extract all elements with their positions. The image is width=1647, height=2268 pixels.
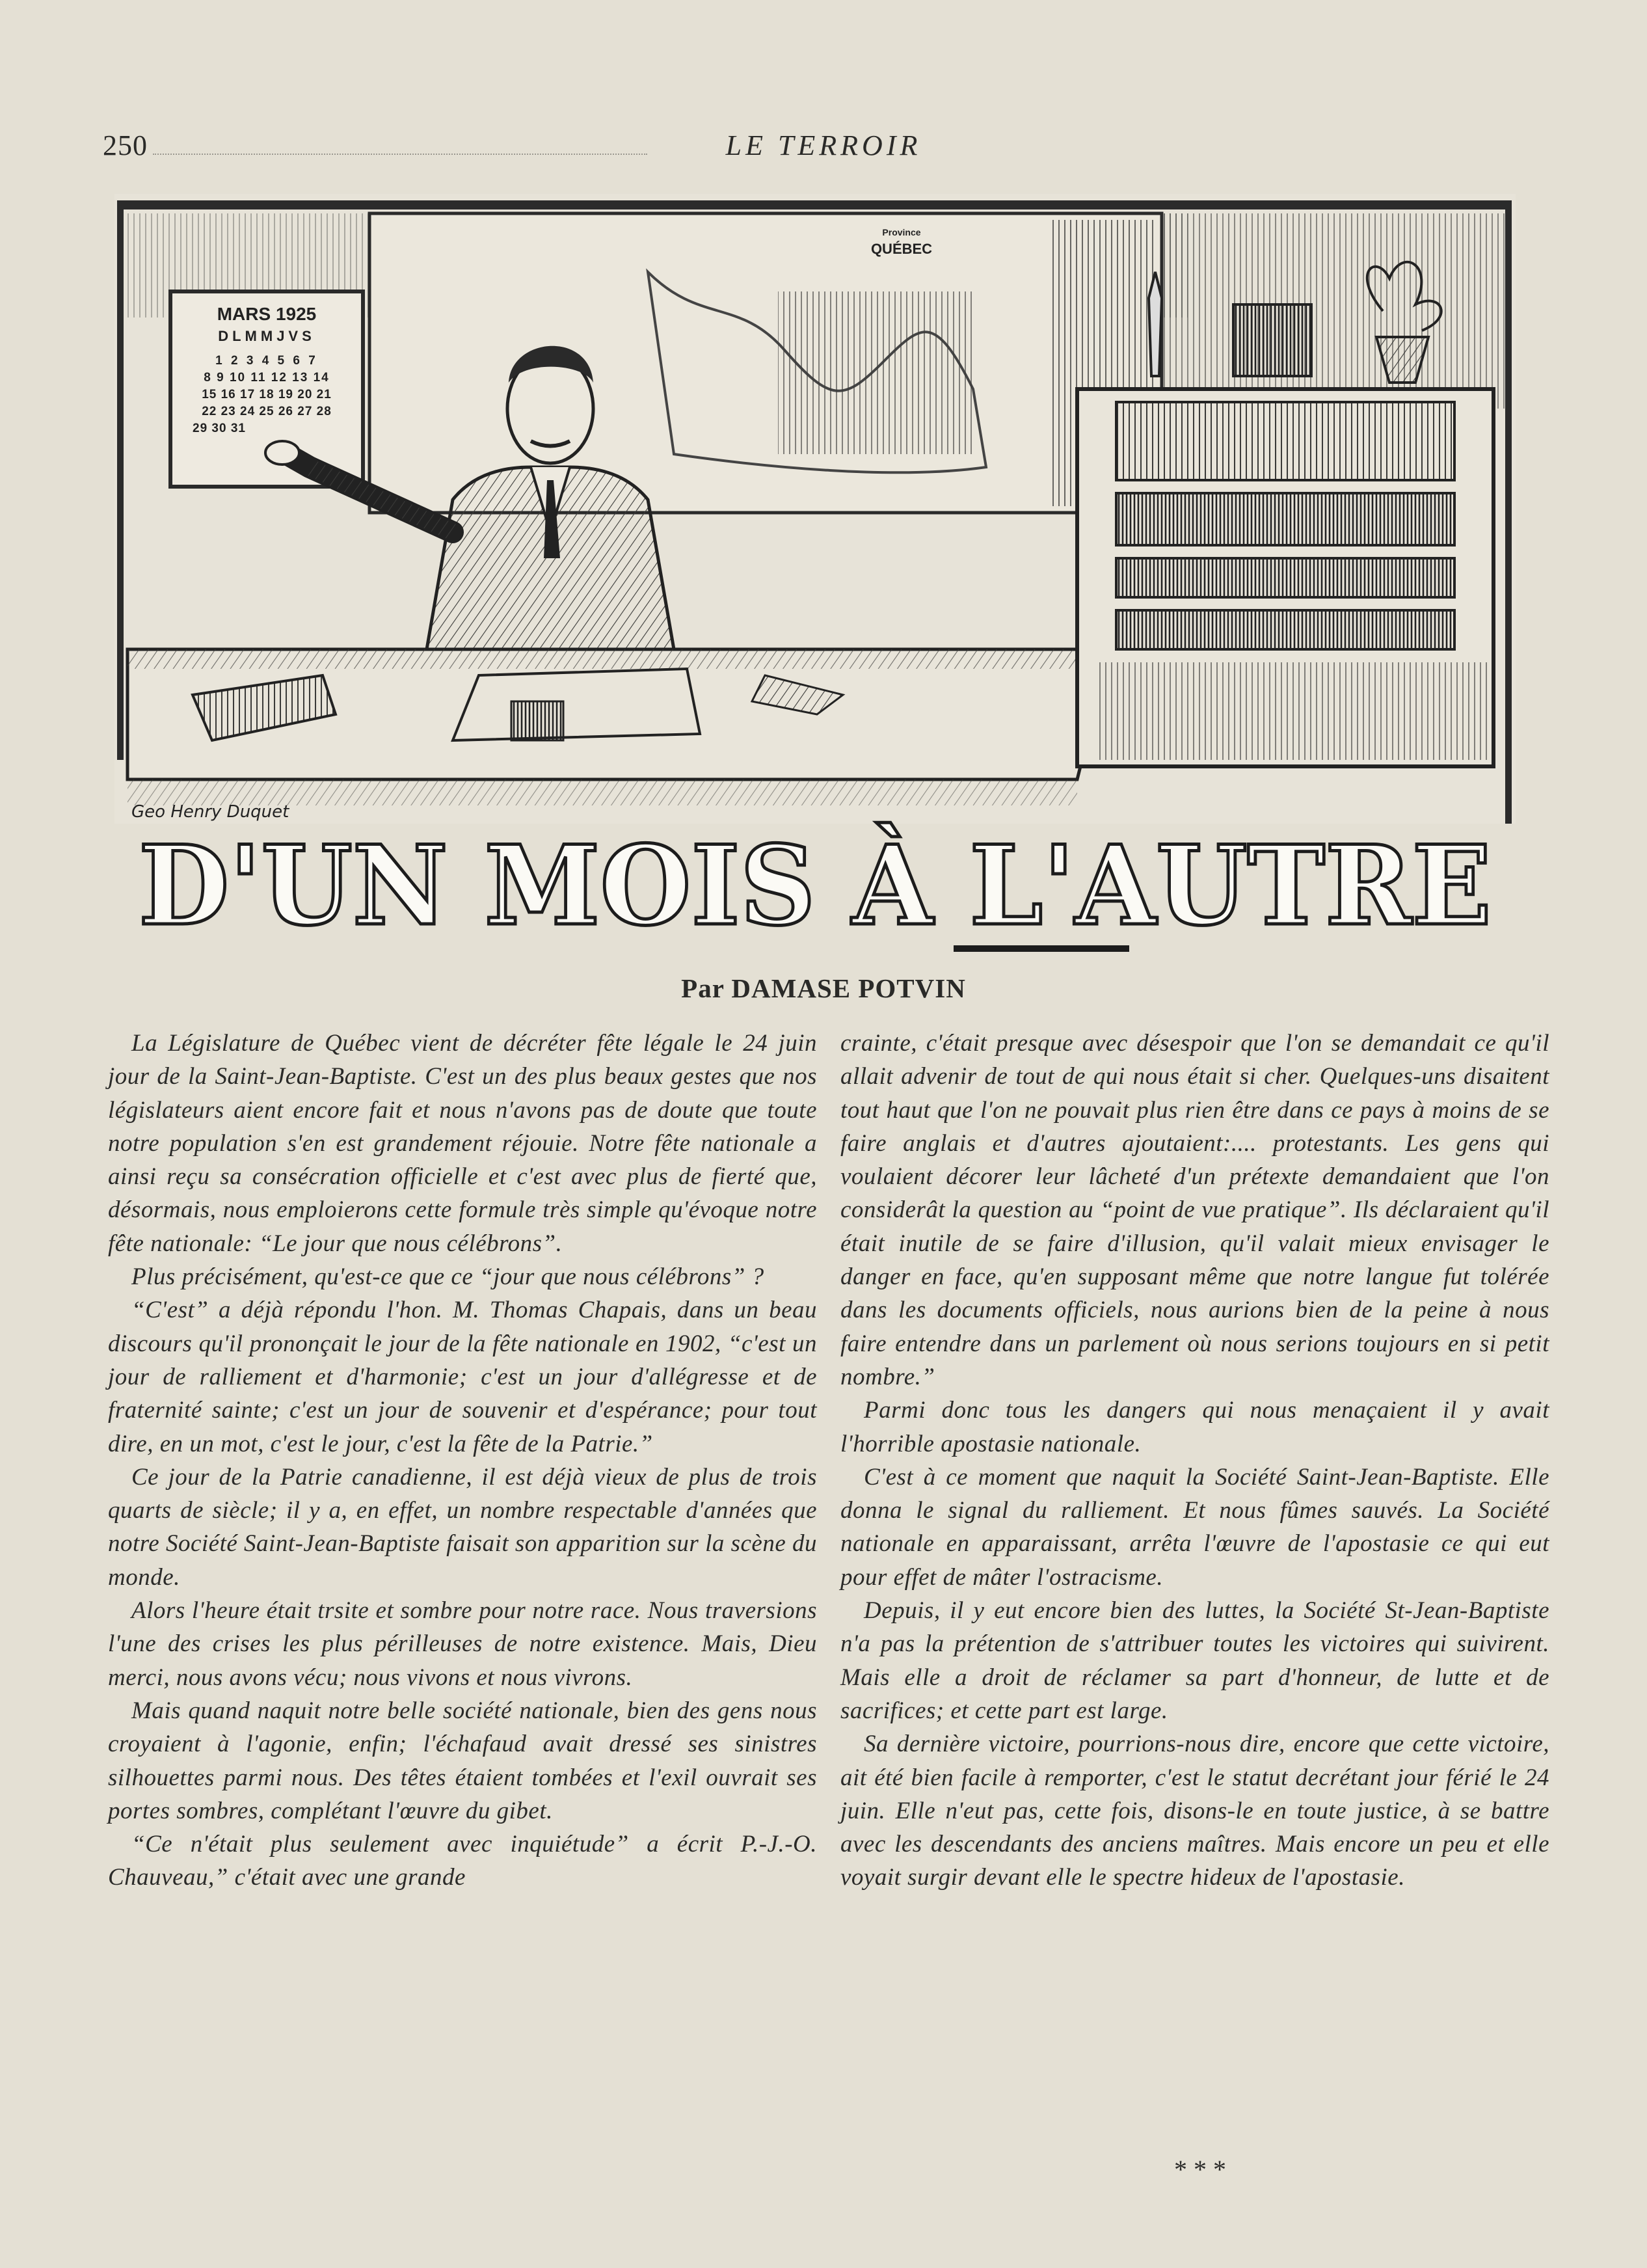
svg-text:15 16 17 18 19 20 21: 15 16 17 18 19 20 21 — [202, 388, 332, 401]
article-left-column — [108, 1027, 817, 1895]
paragraph: Depuis, il y eut encore bien des luttes, la Société St-Jean-Baptiste n'a pas la prétention de s'attribuer toutes les victoires qui suivirent. Mais elle a droit de réclamer sa part d'honneur, de lutte et de sacrifices; et cette part est large. — [840, 1597, 1549, 1724]
svg-text:8 9 10 11 12 13 14: 8 9 10 11 12 13 14 — [204, 371, 330, 385]
section-break-asterisks: * * * — [1174, 2155, 1226, 2184]
svg-text:29 30 31: 29 30 31 — [193, 422, 246, 435]
artist-signature: Geo Henry Duquet — [131, 802, 289, 822]
headline: D'UN MOIS À L'AUTRE — [139, 821, 1492, 950]
illustration-title — [114, 821, 1516, 962]
header-divider — [153, 154, 647, 155]
paragraph: “Ce n'était plus seulement avec inquiétude” a écrit P.-J.-O. Chauveau,” c'était avec une grande — [108, 1831, 817, 1891]
map-of-quebec — [369, 213, 1162, 513]
paragraph: La Législature de Québec vient de décréter fête légale le 24 juin jour de la Saint-Jean-Baptiste. C'est un des plus beaux gestes que nos législateurs aient encore fait et nous n'avons pas de doute que toute notre population s'en est grandement réjouie. Notre fête nationale a ainsi reçu sa consécration officielle et c'est avec plus de fierté que, désormais, nous emploierons cette formule très simple qu'évoque notre fête nationale: “Le jour que nous célébrons”. — [108, 1030, 817, 1257]
office-scene-drawing — [114, 194, 1516, 962]
paragraph: “C'est” a déjà répondu l'hon. M. Thomas Chapais, dans un beau discours qu'il prononçait le jour de la fête nationale en 1902, “c'est un jour de ralliement et d'harmonie; c'est un jour d'allégresse et de fraternité sainte; c'est un jour de souvenir et d'espérance; pour tout dire, en un mot, c'est le jour, c'est la fête de la Patrie.” — [108, 1297, 817, 1457]
paragraph: Plus précisément, qu'est-ce que ce “jour que nous célébrons” ? — [131, 1263, 764, 1291]
svg-text:DLMMJVS: DLMMJVS — [218, 328, 315, 344]
svg-text:22 23 24 25 26 27 28: 22 23 24 25 26 27 28 — [202, 405, 332, 418]
paragraph: C'est à ce moment que naquit la Société Saint-Jean-Baptiste. Elle donna le signal du ralliement. Et nous fûmes sauvés. La Société nationale en apparaissant, arrêta l'œuvre de l'apostasie ce qui eut pour effet de mâter l'ostracisme. — [840, 1463, 1549, 1591]
paragraph: Mais quand naquit notre belle société nationale, bien des gens nous croyaient à l'agonie, enfin; l'échafaud avait dressé ses sinistres silhouettes parmi nous. Des têtes étaient tombées et l'exil ouvrait ses portes sombres, complétant l'œuvre du gibet. — [108, 1697, 817, 1824]
paragraph: Alors l'heure était trsite et sombre pour notre race. Nous traversions l'une des crises les plus périlleuses de notre existence. Mais, Dieu merci, nous avons vécu; nous vivons et nous vivrons. — [108, 1597, 817, 1691]
map-label: QUÉBEC — [870, 241, 933, 257]
paragraph: Sa dernière victoire, pourrions-nous dire, encore que cette victoire, ait été bien facile à remporter, c'est le statut decrétant jour férié le 24 juin. Elle n'eut pas, cette fois, disons-le en toute justice, à se battre avec les descendants des anciens maîtres. Mais encore un peu et elle voyait surgir devant elle le spectre hideux de l'apostasie. — [840, 1731, 1549, 1891]
svg-text:Province: Province — [882, 227, 921, 237]
byline: Par DAMASE POTVIN — [681, 973, 966, 1003]
paragraph: crainte, c'était presque avec désespoir que l'on se demandait ce qu'il allait advenir de tout de qui nous était si cher. Quelques-uns disaitent tout haut que l'on ne pouvait plus rien être dans ce pays à moins de se faire anglais et d'autres ajoutaient:.... protestants. Les gens qui voulaient décorer leur lâcheté d'un prétexte demandaient que l'on considerât la question au “point de vue pratique”. Ils déclaraient qu'il était inutile de se faire d'illusion, qu'il valait mieux envisager le danger en face, qu'en supposant même que notre langue fut tolérée dans les documents officiels, nous aurions bien de la peine à nous faire entendre dans un parlement où nous serions toujours en si petit nombre.” — [840, 1030, 1549, 1390]
desk — [127, 649, 1110, 805]
page-number: 250 — [103, 129, 148, 161]
article-right-column — [840, 1027, 1549, 1895]
header-illustration — [114, 194, 1516, 962]
svg-text:1 2 3 4 5 6 7: 1 2 3 4 5 6 7 — [215, 354, 318, 368]
paragraph: Ce jour de la Patrie canadienne, il est déjà vieux de plus de trois quarts de siècle; il y a, en effet, un nombre respectable d'années que notre Société Saint-Jean-Baptiste faisait son apparition sur la scène du monde. — [108, 1463, 818, 1591]
paragraph: Parmi donc tous les dangers qui nous menaçaient il y avait l'horrible apostasie nationale. — [840, 1397, 1549, 1457]
running-title: LE TERROIR — [725, 129, 922, 161]
calendar-month: MARS 1925 — [217, 304, 317, 324]
